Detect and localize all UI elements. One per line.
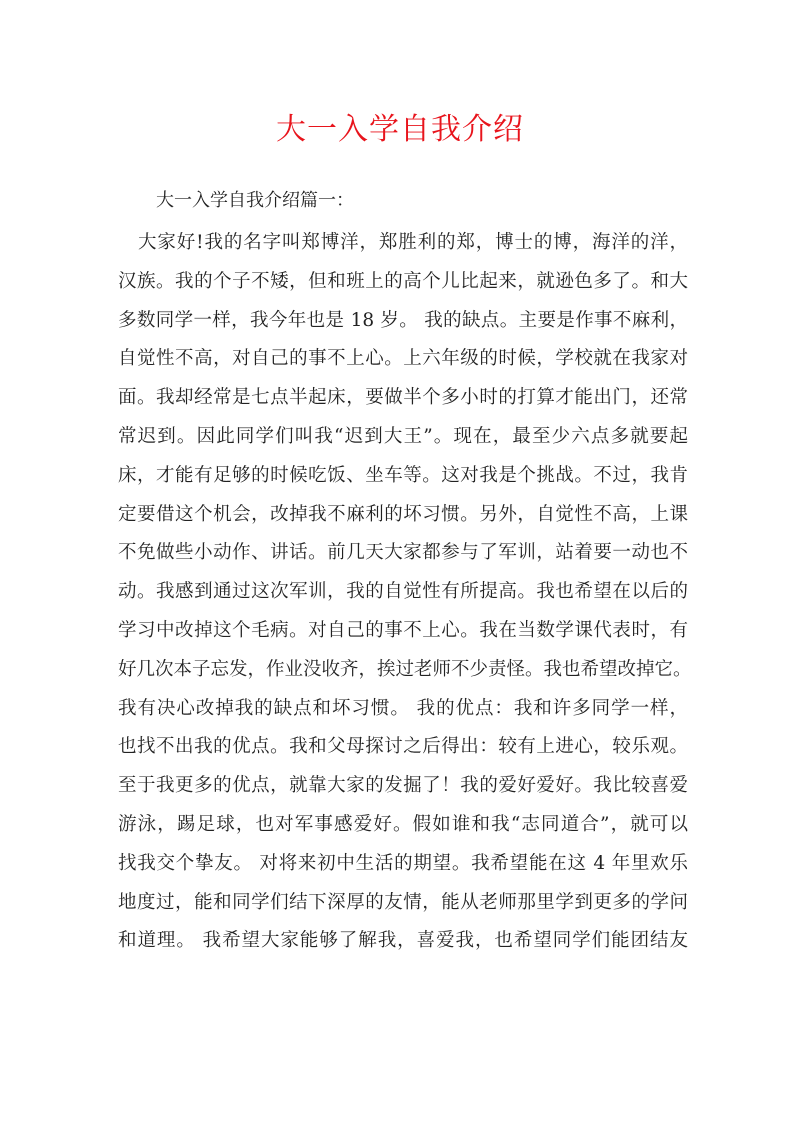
paragraph-line: 不免做些小动作、讲话。前几天大家都参与了军训，站着要一动也不 bbox=[118, 542, 688, 564]
paragraph-line: 大家好!我的名字叫郑博洋，郑胜利的郑，博士的博，海洋的洋， bbox=[138, 232, 688, 253]
paragraph-line: 地度过，能和同学们结下深厚的友情，能从老师那里学到更多的学问 bbox=[118, 891, 688, 913]
paragraph-line: 自觉性不高，对自己的事不上心。上六年级的时候，学校就在我家对 bbox=[118, 348, 688, 370]
document-title: 大一入学自我介绍 bbox=[276, 112, 524, 147]
paragraph-line: 好几次本子忘发，作业没收齐，挨过老师不少责怪。我也希望改掉它。 bbox=[118, 658, 692, 680]
paragraph-line: 面。我却经常是七点半起床，要做半个多小时的打算才能出门，还常 bbox=[118, 387, 688, 409]
body-paragraph bbox=[118, 224, 692, 961]
paragraph-line: 床，才能有足够的时候吃饭、坐车等。这对我是个挑战。不过，我肯 bbox=[118, 464, 688, 486]
paragraph-line: 至于我更多的优点，就靠大家的发掘了！我的爱好爱好。我比较喜爱 bbox=[118, 775, 688, 797]
paragraph-line: 动。我感到通过这次军训，我的自觉性有所提高。我也希望在以后的 bbox=[118, 581, 688, 603]
paragraph-line: 定要借这个机会，改掉我不麻利的坏习惯。另外，自觉性不高，上课 bbox=[118, 503, 688, 525]
paragraph-line: 汉族。我的个子不矮，但和班上的高个儿比起来，就逊色多了。和大 bbox=[118, 270, 688, 292]
paragraph-line: 找我交个挚友。 对将来初中生活的期望。我希望能在这 4 年里欢乐 bbox=[118, 852, 688, 874]
paragraph-line: 我有决心改掉我的缺点和坏习惯。 我的优点：我和许多同学一样， bbox=[118, 697, 688, 719]
paragraph-line: 常迟到。因此同学们叫我“迟到大王”。现在，最至少六点多就要起 bbox=[118, 425, 688, 447]
paragraph-line: 多数同学一样，我今年也是 18 岁。 我的缺点。主要是作事不麻利， bbox=[118, 309, 688, 331]
paragraph-line: 游泳，踢足球，也对军事感爱好。假如谁和我“志同道合”，就可以 bbox=[118, 813, 688, 835]
section-heading: 大一入学自我介绍篇一： bbox=[156, 190, 354, 211]
paragraph-line: 也找不出我的优点。我和父母探讨之后得出：较有上进心，较乐观。 bbox=[118, 736, 688, 758]
paragraph-line: 和道理。 我希望大家能够了解我，喜爱我，也希望同学们能团结友 bbox=[118, 930, 688, 952]
paragraph-line: 学习中改掉这个毛病。对自己的事不上心。我在当数学课代表时，有 bbox=[118, 619, 688, 641]
